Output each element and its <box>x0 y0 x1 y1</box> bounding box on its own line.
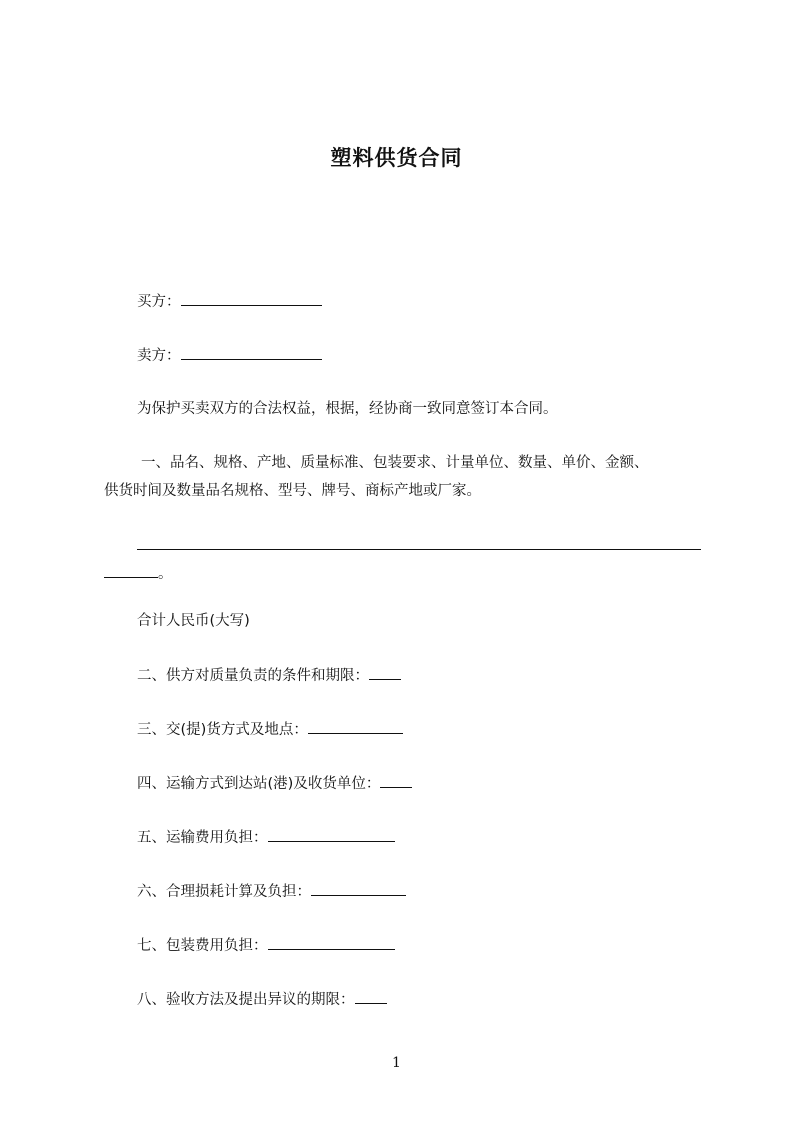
clause-2-blank <box>369 665 401 680</box>
clause-6-blank <box>311 881 406 896</box>
clause-1-blank-2 <box>104 563 158 578</box>
clause-1-blank-line-2 <box>104 563 173 584</box>
clause-1-blank-line <box>137 535 701 556</box>
clause-5-line <box>137 827 395 848</box>
clause-1-line-2: 供货时间及数量品名规格、型号、牌号、商标产地或厂家。 <box>104 483 481 499</box>
clause-7-blank <box>268 935 395 950</box>
clause-1-line-1: 一、品名、规格、产地、质量标准、包装要求、计量单位、数量、单价、金额、 <box>141 455 649 471</box>
buyer-label: 买方： <box>137 294 181 310</box>
seller-line <box>137 345 322 366</box>
clause-1-end: 。 <box>158 566 173 582</box>
clause-8-label: 八、验收方法及提出异议的期限： <box>137 992 355 1008</box>
seller-label: 卖方： <box>137 348 181 364</box>
clause-3-label: 三、交(提)货方式及地点： <box>137 722 308 738</box>
clause-5-label: 五、运输费用负担： <box>137 830 268 846</box>
clause-8-line <box>137 989 387 1010</box>
clause-7-label: 七、包装费用负担： <box>137 938 268 954</box>
clause-3-blank <box>308 719 403 734</box>
clause-4-blank <box>380 773 412 788</box>
seller-blank <box>181 345 322 360</box>
total-label: 合计人民币(大写) <box>137 613 250 629</box>
clause-4-line <box>137 773 412 794</box>
buyer-line <box>137 291 322 312</box>
clause-1-blank <box>137 535 701 550</box>
document-title: 塑料供货合同 <box>330 146 463 170</box>
intro-paragraph: 为保护买卖双方的合法权益，根据，经协商一致同意签订本合同。 <box>137 401 558 417</box>
clause-4-label: 四、运输方式到达站(港)及收货单位： <box>137 776 381 792</box>
buyer-blank <box>181 291 322 306</box>
clause-2-line <box>137 665 401 686</box>
clause-2-label: 二、供方对质量负责的条件和期限： <box>137 668 369 684</box>
clause-6-line <box>137 881 406 902</box>
page-number: 1 <box>392 1055 401 1071</box>
clause-5-blank <box>268 827 395 842</box>
clause-8-blank <box>355 989 387 1004</box>
clause-6-label: 六、合理损耗计算及负担： <box>137 884 311 900</box>
clause-7-line <box>137 935 395 956</box>
clause-3-line <box>137 719 403 740</box>
